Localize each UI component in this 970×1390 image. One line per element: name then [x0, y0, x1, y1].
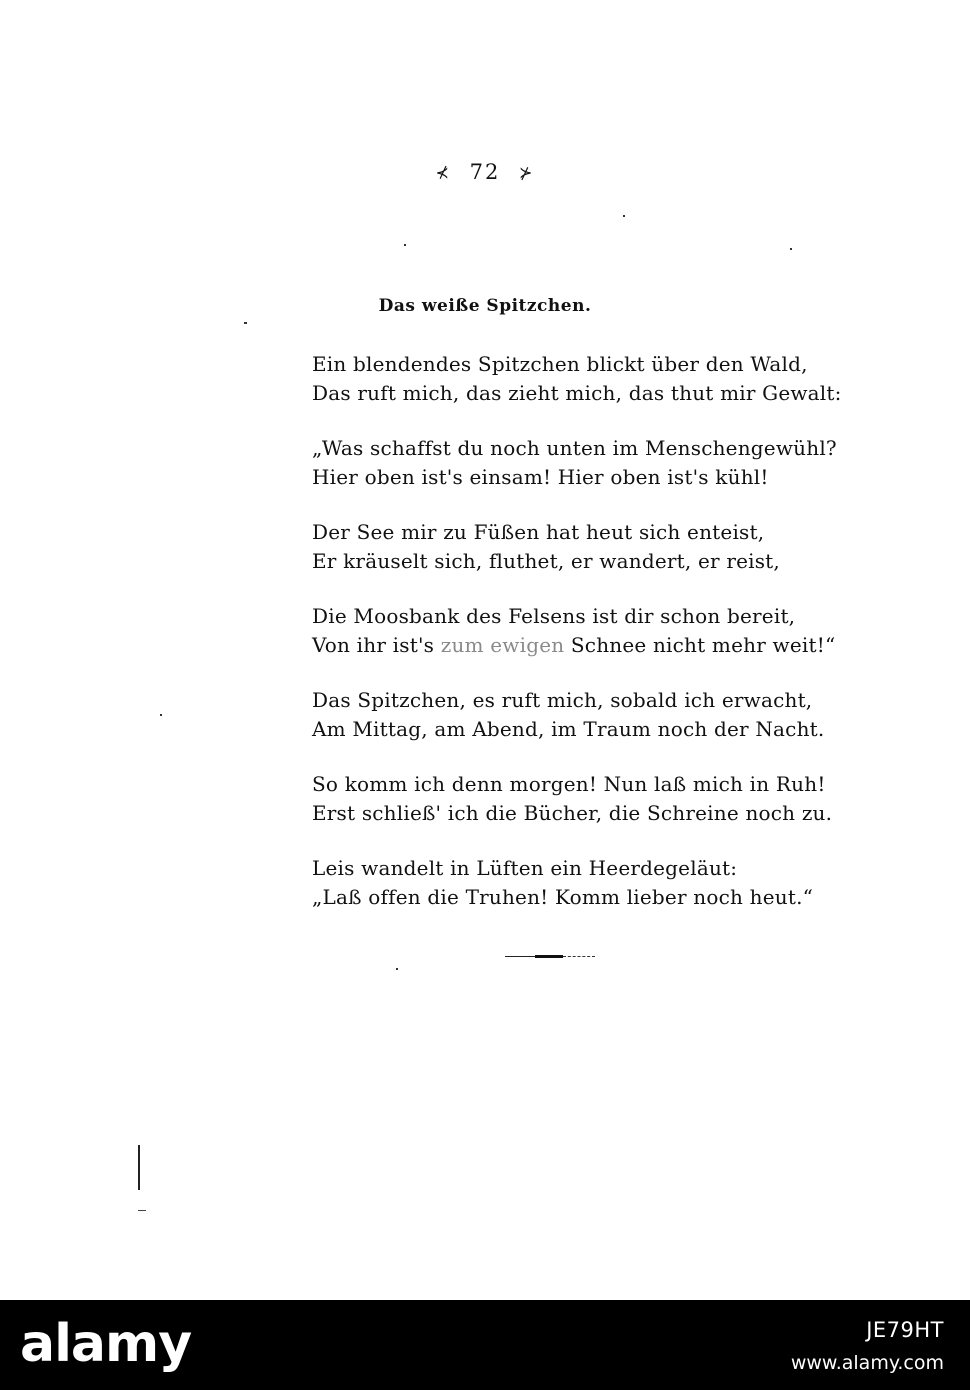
stanza	[312, 518, 832, 576]
scan-edge-mark	[138, 1210, 146, 1211]
scan-speck	[244, 322, 247, 324]
scan-edge-mark	[138, 1145, 140, 1190]
poem-line: „Was schaffst du noch unten im Menschengewühl?	[312, 436, 837, 460]
rule-segment	[563, 956, 595, 958]
poem-line: Die Moosbank des Felsens ist dir schon bereit,	[312, 604, 796, 628]
poem-line: Das ruft mich, das zieht mich, das thut mir Gewalt:	[312, 381, 842, 405]
site-url: www.alamy.com	[790, 1352, 944, 1374]
faded-text: zum ewigen	[440, 633, 565, 657]
poem-line: Hier oben ist's einsam! Hier oben ist's kühl!	[312, 465, 769, 489]
poem-line: Der See mir zu Füßen hat heut sich enteist,	[312, 520, 765, 544]
ornament-right-icon: ⊁	[519, 163, 535, 182]
scan-speck	[404, 244, 406, 246]
poem-line: Erst schließ' ich die Bücher, die Schreine noch zu.	[312, 801, 833, 825]
poem-line: Am Mittag, am Abend, im Traum noch der Nacht.	[312, 717, 825, 741]
stanza	[312, 686, 832, 744]
page-number-header	[0, 160, 970, 184]
poem-body	[312, 350, 842, 938]
poem-line: Er kräuselt sich, fluthet, er wandert, er reist,	[312, 549, 780, 573]
alamy-logo: alamy	[20, 1314, 192, 1374]
stanza	[312, 854, 832, 912]
ornament-left-icon: ⊀	[435, 163, 451, 182]
scan-speck	[623, 215, 625, 217]
poem-line: Von ihr ist's zum ewigen Schnee nicht mehr weit!“	[312, 633, 836, 657]
rule-segment	[505, 956, 535, 957]
scan-speck	[790, 248, 792, 250]
poem-line: Das Spitzchen, es ruft mich, sobald ich erwacht,	[312, 688, 813, 712]
stanza	[312, 602, 836, 660]
poem-line: Ein blendendes Spitzchen blickt über den Wald,	[312, 352, 808, 376]
scan-speck	[396, 968, 398, 970]
stock-id: JE79HT	[866, 1318, 944, 1342]
watermark-bar	[0, 1300, 970, 1390]
poem-title: Das weiße Spitzchen.	[378, 296, 592, 316]
end-rule-divider	[505, 955, 595, 959]
stanza	[312, 350, 842, 408]
poem-line: „Laß offen die Truhen! Komm lieber noch heut.“	[312, 885, 814, 909]
stanza	[312, 434, 837, 492]
poem-line: So komm ich denn morgen! Nun laß mich in Ruh!	[312, 772, 826, 796]
rule-segment	[535, 955, 563, 958]
poem-line: Leis wandelt in Lüften ein Heerdegeläut:	[312, 856, 738, 880]
stanza	[312, 770, 832, 828]
page-number: 72	[469, 160, 501, 184]
scan-speck	[160, 714, 162, 716]
